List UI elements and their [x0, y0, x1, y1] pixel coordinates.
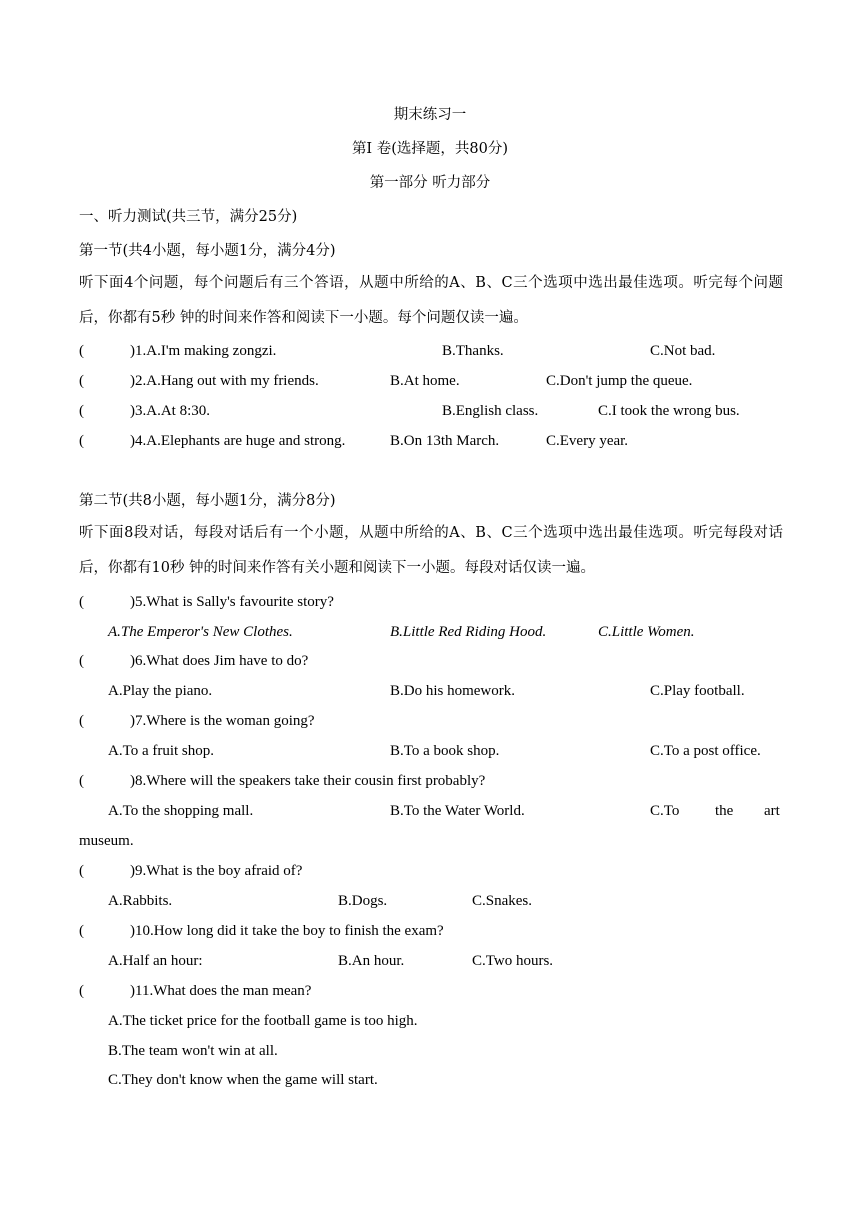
option-c-word: the — [715, 803, 734, 819]
option-a: A.To the shopping mall. — [108, 803, 254, 819]
option-c: C.Play football. — [650, 683, 745, 699]
question-text: )10.How long did it take the boy to finish the exam? — [130, 923, 444, 939]
option-c: C.Little Women. — [598, 624, 695, 640]
question-text: )6.What does Jim have to do? — [130, 653, 309, 669]
option-b: B.The team won't win at all. — [108, 1043, 278, 1059]
option-b: B.Dogs. — [338, 893, 388, 909]
question-text: )8.Where will the speakers take their cousin first probably? — [130, 773, 486, 789]
option-c: C.They don't know when the game will start. — [108, 1072, 378, 1088]
option-a: A.The Emperor's New Clothes. — [108, 624, 293, 640]
question-text: )3.A.At 8:30. — [130, 403, 210, 419]
option-c-continuation: museum. — [79, 833, 134, 849]
document-title: 期末练习一 — [393, 107, 467, 123]
answer-paren: ( — [79, 403, 84, 419]
option-b: B.Thanks. — [442, 343, 504, 359]
option-c: C.Snakes. — [472, 893, 532, 909]
answer-paren: ( — [79, 983, 84, 999]
answer-paren: ( — [79, 923, 84, 939]
option-b: B.English class. — [442, 403, 539, 419]
option-c: C.To a post office. — [650, 743, 761, 759]
answer-paren: ( — [79, 594, 84, 610]
option-b: B.Little Red Riding Hood. — [390, 624, 547, 640]
option-b: B.At home. — [390, 373, 460, 389]
sec1-instruction: 听下面4个问题，每个问题后有三个答语，从题中所给的A、B、C三个选项中选出最佳选项。听完每个问题后，你都有5秒 钟的时间来作答和阅读下一小题。每个问题仅读一遍。 — [79, 275, 783, 326]
answer-paren: ( — [79, 713, 84, 729]
part-heading: 第一部分 听力部分 — [369, 175, 491, 191]
question-text: )5.What is Sally's favourite story? — [130, 594, 334, 610]
option-b: B.Do his homework. — [390, 683, 515, 699]
option-a: A.To a fruit shop. — [108, 743, 215, 759]
volume-heading: 第I 卷(选择题，共80分) — [351, 141, 509, 157]
option-a: A.The ticket price for the football game is too high. — [108, 1013, 418, 1029]
question-text: )1.A.I'm making zongzi. — [130, 343, 277, 359]
sec2-heading: 第二节(共8小题，每小题1分，满分8分) — [79, 493, 336, 509]
option-c: C.Every year. — [546, 433, 629, 449]
answer-paren: ( — [79, 653, 84, 669]
option-c: C.I took the wrong bus. — [598, 403, 740, 419]
question-text: )7.Where is the woman going? — [130, 713, 315, 729]
option-c: C.To — [650, 803, 680, 819]
answer-paren: ( — [79, 433, 84, 449]
option-b: B.To a book shop. — [390, 743, 500, 759]
answer-paren: ( — [79, 373, 84, 389]
option-c: C.Don't jump the queue. — [546, 373, 693, 389]
option-a: A.Half an hour: — [108, 953, 203, 969]
question-text: )4.A.Elephants are huge and strong. — [130, 433, 346, 449]
answer-paren: ( — [79, 863, 84, 879]
option-b: B.To the Water World. — [390, 803, 525, 819]
option-a: A.Rabbits. — [108, 893, 173, 909]
question-text: )2.A.Hang out with my friends. — [130, 373, 319, 389]
option-c-word: art — [764, 803, 780, 819]
sec2-instruction: 听下面8段对话，每段对话后有一个小题，从题中所给的A、B、C三个选项中选出最佳选项。听完每段对话后，你都有10秒 钟的时间来作答有关小题和阅读下一小题。每段对话仅读一遍。 — [79, 525, 783, 576]
option-b: B.An hour. — [338, 953, 405, 969]
option-a: A.Play the piano. — [108, 683, 213, 699]
option-c: C.Two hours. — [472, 953, 554, 969]
option-c: C.Not bad. — [650, 343, 716, 359]
option-b: B.On 13th March. — [390, 433, 500, 449]
sec1-heading: 第一节(共4小题，每小题1分，满分4分) — [79, 243, 336, 259]
answer-paren: ( — [79, 773, 84, 789]
question-text: )11.What does the man mean? — [130, 983, 312, 999]
answer-paren: ( — [79, 343, 84, 359]
question-text: )9.What is the boy afraid of? — [130, 863, 303, 879]
section-heading: 一、听力测试(共三节，满分25分) — [79, 209, 298, 225]
